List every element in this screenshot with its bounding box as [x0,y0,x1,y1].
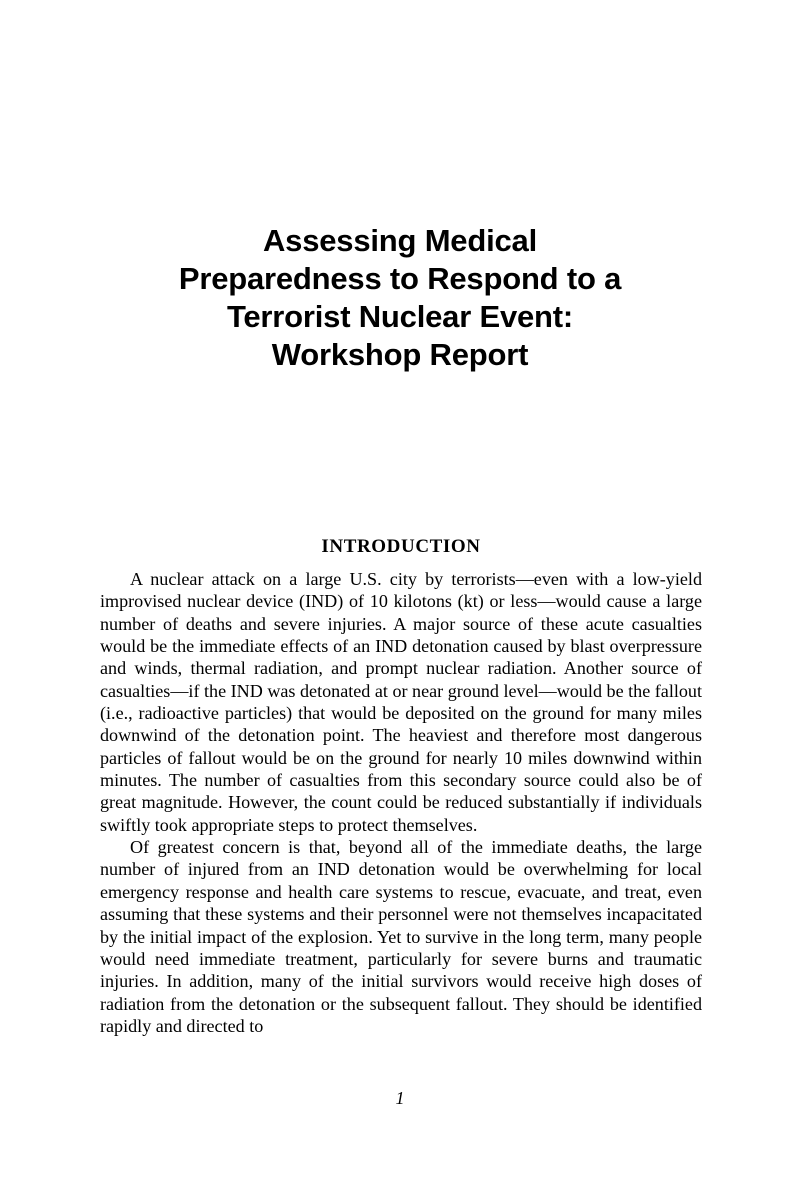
title-line-3: Terrorist Nuclear Event: [226,299,574,334]
page-title [100,222,700,374]
section-heading-introduction: INTRODUCTION [321,536,481,557]
paragraph-2: Of greatest concern is that, beyond all of the immediate deaths, the large number of injured from an IND detonation would be overwhelming for local emergency response and health care systems to rescue, evacuate, and treat, even assuming that these systems and their personnel were not themselves incapacitated by the initial impact of the explosion. Yet to survive in the long term, many people would need immediate treatment, particularly for severe burns and traumatic injuries. In addition, many of the initial survivors would receive high doses of radiation from the detonation or the subsequent fallout. They should be identified rapidly and directed to [100,837,702,1036]
body-text [100,568,702,1037]
title-line-4: Workshop Report [271,337,529,372]
title-line-1: Assessing Medical [263,223,537,258]
page-number: 1 [395,1088,405,1108]
paragraph-1: A nuclear attack on a large U.S. city by terrorists—even with a low-yield improvised nuclear device (IND) of 10 kilotons (kt) or less—would cause a large number of deaths and severe injuries. A major source of these acute casualties would be the immediate effects of an IND detonation caused by blast overpressure and winds, thermal radiation, and prompt nuclear radiation. Another source of casualties—if the IND was detonated at or near ground level—would be the fallout (i.e., radioactive particles) that would be deposited on the ground for many miles downwind of the detonation point. The heaviest and therefore most dangerous particles of fallout would be on the ground for nearly 10 miles downwind within minutes. The number of casualties from this secondary source could also be of great magnitude. However, the count could be reduced substantially if individuals swiftly took appropriate steps to protect themselves. [100,569,702,835]
title-line-2: Preparedness to Respond to a [178,261,622,296]
document-title-block [100,222,700,374]
